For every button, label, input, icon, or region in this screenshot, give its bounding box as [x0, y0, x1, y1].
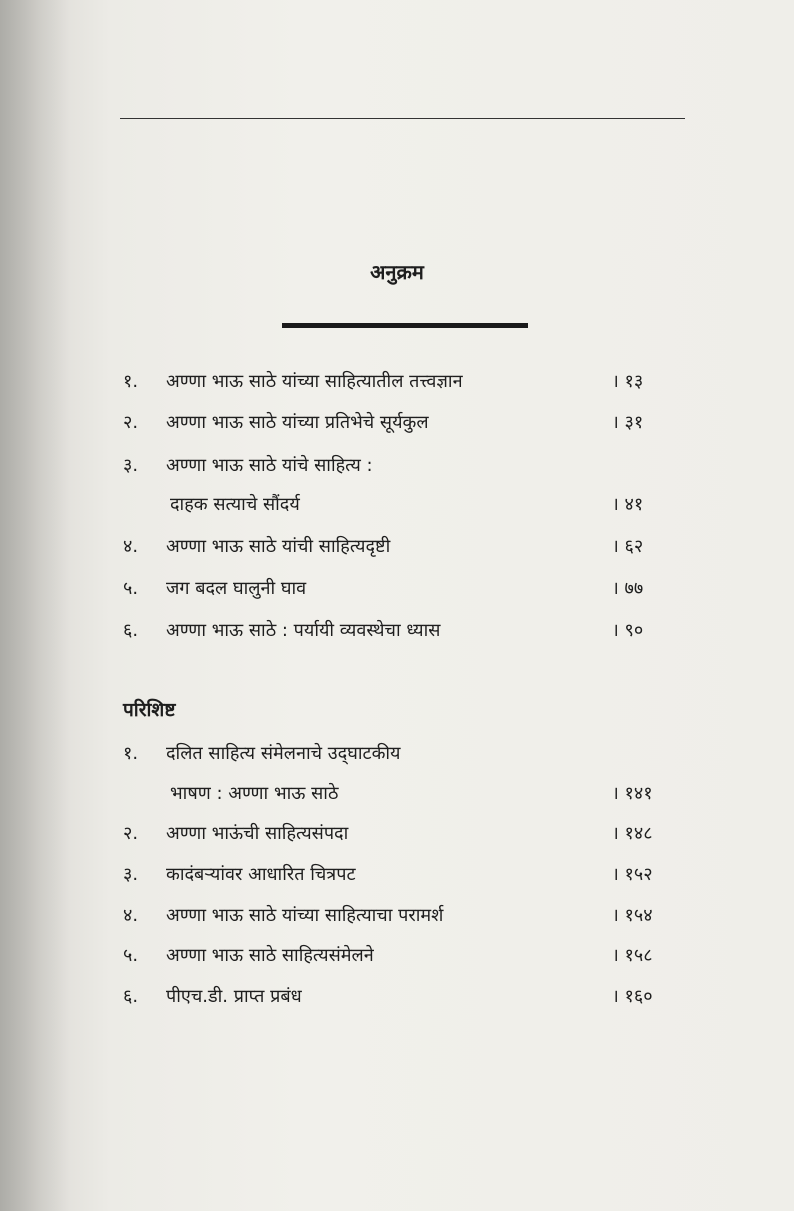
- entry-page: । १५८: [612, 945, 653, 966]
- appendix-entry: [0, 857, 794, 893]
- entry-page: । ४१: [612, 494, 644, 515]
- entry-page: । ९०: [612, 620, 644, 641]
- entry-number: १.: [123, 371, 139, 392]
- entry-number: ६.: [123, 620, 139, 641]
- entry-page: । ७७: [612, 578, 644, 599]
- entry-page: । १३: [612, 371, 644, 392]
- entry-number: ५.: [123, 945, 139, 966]
- toc-entry: [0, 364, 794, 400]
- entry-page: । १४१: [612, 783, 653, 804]
- entry-title: अण्णा भाऊ साठे : पर्यायी व्यवस्थेचा ध्यास: [166, 620, 441, 641]
- entry-title: अण्णा भाऊ साठे यांची साहित्यदृष्टी: [166, 536, 391, 557]
- toc-entry: [0, 613, 794, 649]
- entry-number: ३.: [123, 455, 139, 476]
- entry-page: । ३१: [612, 412, 644, 433]
- entry-number: २.: [123, 823, 139, 844]
- entry-number: २.: [123, 412, 139, 433]
- appendix-entry: [0, 979, 794, 1015]
- entry-page: । १५४: [612, 905, 653, 926]
- entry-title: अण्णा भाऊ साठे यांच्या साहित्यातील तत्त्वज्ञान: [166, 371, 463, 392]
- title-underline: [282, 323, 528, 328]
- entry-title: अण्णा भाऊंची साहित्यसंपदा: [166, 823, 349, 844]
- appendix-heading: परिशिष्ट: [123, 699, 176, 721]
- entry-number: ४.: [123, 536, 139, 557]
- contents-title: अनुक्रम: [370, 260, 424, 284]
- toc-entry: [0, 571, 794, 607]
- entry-page: । १४८: [612, 823, 653, 844]
- entry-title: दलित साहित्य संमेलनाचे उद्‌घाटकीय: [166, 743, 401, 764]
- appendix-entry: [0, 816, 794, 852]
- entry-page: । १६०: [612, 986, 653, 1007]
- appendix-entry-continuation: [0, 776, 794, 812]
- entry-title: कादंबऱ्यांवर आधारित चित्रपट: [166, 864, 356, 885]
- entry-title: अण्णा भाऊ साठे यांच्या साहित्याचा परामर्श: [166, 905, 444, 926]
- header-rule: [120, 118, 685, 119]
- appendix-entry: [0, 736, 794, 772]
- appendix-entry: [0, 898, 794, 934]
- entry-title-continued: दाहक सत्याचे सौंदर्य: [170, 494, 300, 515]
- entry-title: जग बदल घालुनी घाव: [166, 578, 307, 599]
- appendix-entry: [0, 938, 794, 974]
- toc-entry-continuation: [0, 487, 794, 523]
- entry-number: ३.: [123, 864, 139, 885]
- entry-number: १.: [123, 743, 139, 764]
- entry-title: अण्णा भाऊ साठे साहित्यसंमेलने: [166, 945, 374, 966]
- entry-title: अण्णा भाऊ साठे यांचे साहित्य :: [166, 455, 373, 476]
- entry-page: । ६२: [612, 536, 644, 557]
- entry-number: ५.: [123, 578, 139, 599]
- entry-title: पीएच.डी. प्राप्त प्रबंध: [166, 986, 302, 1007]
- toc-entry: [0, 405, 794, 441]
- entry-number: ४.: [123, 905, 139, 926]
- toc-entry: [0, 448, 794, 484]
- entry-title: अण्णा भाऊ साठे यांच्या प्रतिभेचे सूर्यकुल: [166, 412, 429, 433]
- toc-entry: [0, 529, 794, 565]
- entry-title-continued: भाषण : अण्णा भाऊ साठे: [170, 783, 339, 804]
- entry-number: ६.: [123, 986, 139, 1007]
- entry-page: । १५२: [612, 864, 653, 885]
